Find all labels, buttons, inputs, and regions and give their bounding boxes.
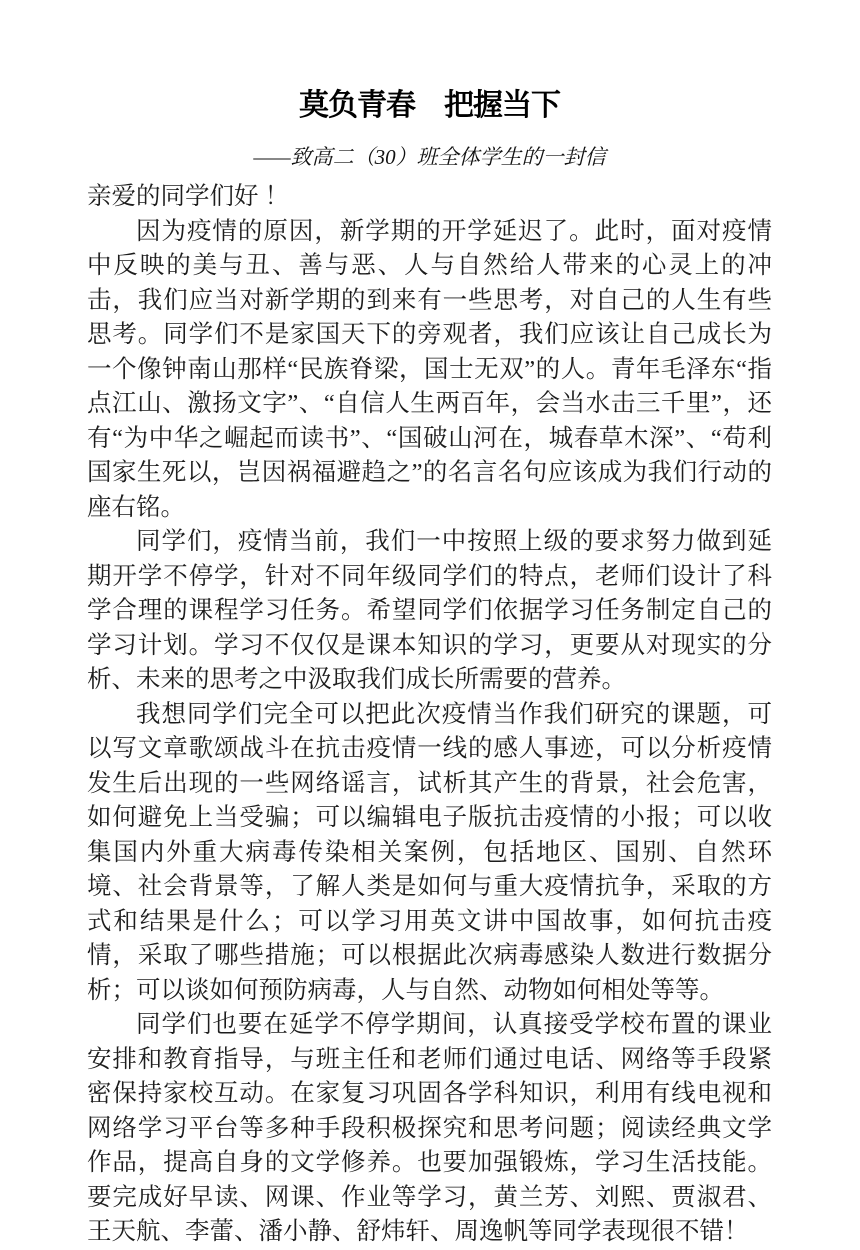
salutation: 亲爱的同学们好 ！ (87, 183, 290, 210)
document-title: 莫负青春 把握当下 (299, 89, 560, 122)
paragraph: 因为疫情的原因，新学期的开学延迟了。此时，面对疫情中反映的美与丑、善与恶、人与自然给人带来的心灵上的冲击，我们应当对新学期的到来有一些思考，对自己的人生有些思考。同学们不是家国天下的旁观者，我们应该让自己成长为一个像钟南山那样“民族脊梁，国士无双”的人。青年毛泽东“指点江山、激扬文字”、“自信人生两百年，会当水击三千里”，还有“为中华之崛起而读书”、“国破山河在，城春草木深”、“苟利国家生死以，岂因祸福避趋之”的名言名句应该成为我们行动的座右铭。 (87, 217, 772, 521)
paragraph: 同学们，疫情当前，我们一中按照上级的要求努力做到延期开学不停学，针对不同年级同学们的特点，老师们设计了科学合理的课程学习任务。希望同学们依据学习任务制定自己的学习计划。学习不仅仅是课本知识的学习，更要从对现实的分析、未来的思考之中汲取我们成长所需要的营养。 (87, 528, 772, 693)
document-body (87, 180, 772, 1250)
document-subtitle: ——致高二（30）班全体学生的一封信 (253, 145, 606, 169)
paragraph: 同学们也要在延学不停学期间，认真接受学校布置的课业安排和教育指导，与班主任和老师们通过电话、网络等手段紧密保持家校互动。在家复习巩固各学科知识，利用有线电视和网络学习平台等多种手段积极探究和思考问题；阅读经典文学作品，提高自身的文学修养。也要加强锻炼，学习生活技能。要完成好早读、网课、作业等学习，黄兰芳、刘熙、贾淑君、王天航、李蕾、潘小静、舒炜轩、周逸帆等同学表现很不错！ (87, 1011, 772, 1245)
paragraph: 我想同学们完全可以把此次疫情当作我们研究的课题，可以写文章歌颂战斗在抗击疫情一线的感人事迹，可以分析疫情发生后出现的一些网络谣言，试析其产生的背景，社会危害，如何避免上当受骗；可以编辑电子版抗击疫情的小报；可以收集国内外重大病毒传染相关案例，包括地区、国别、自然环境、社会背景等，了解人类是如何与重大疫情抗争，采取的方式和结果是什么；可以学习用英文讲中国故事，如何抗击疫情，采取了哪些措施；可以根据此次病毒感染人数进行数据分析；可以谈如何预防病毒，人与自然、动物如何相处等等。 (87, 700, 772, 1004)
